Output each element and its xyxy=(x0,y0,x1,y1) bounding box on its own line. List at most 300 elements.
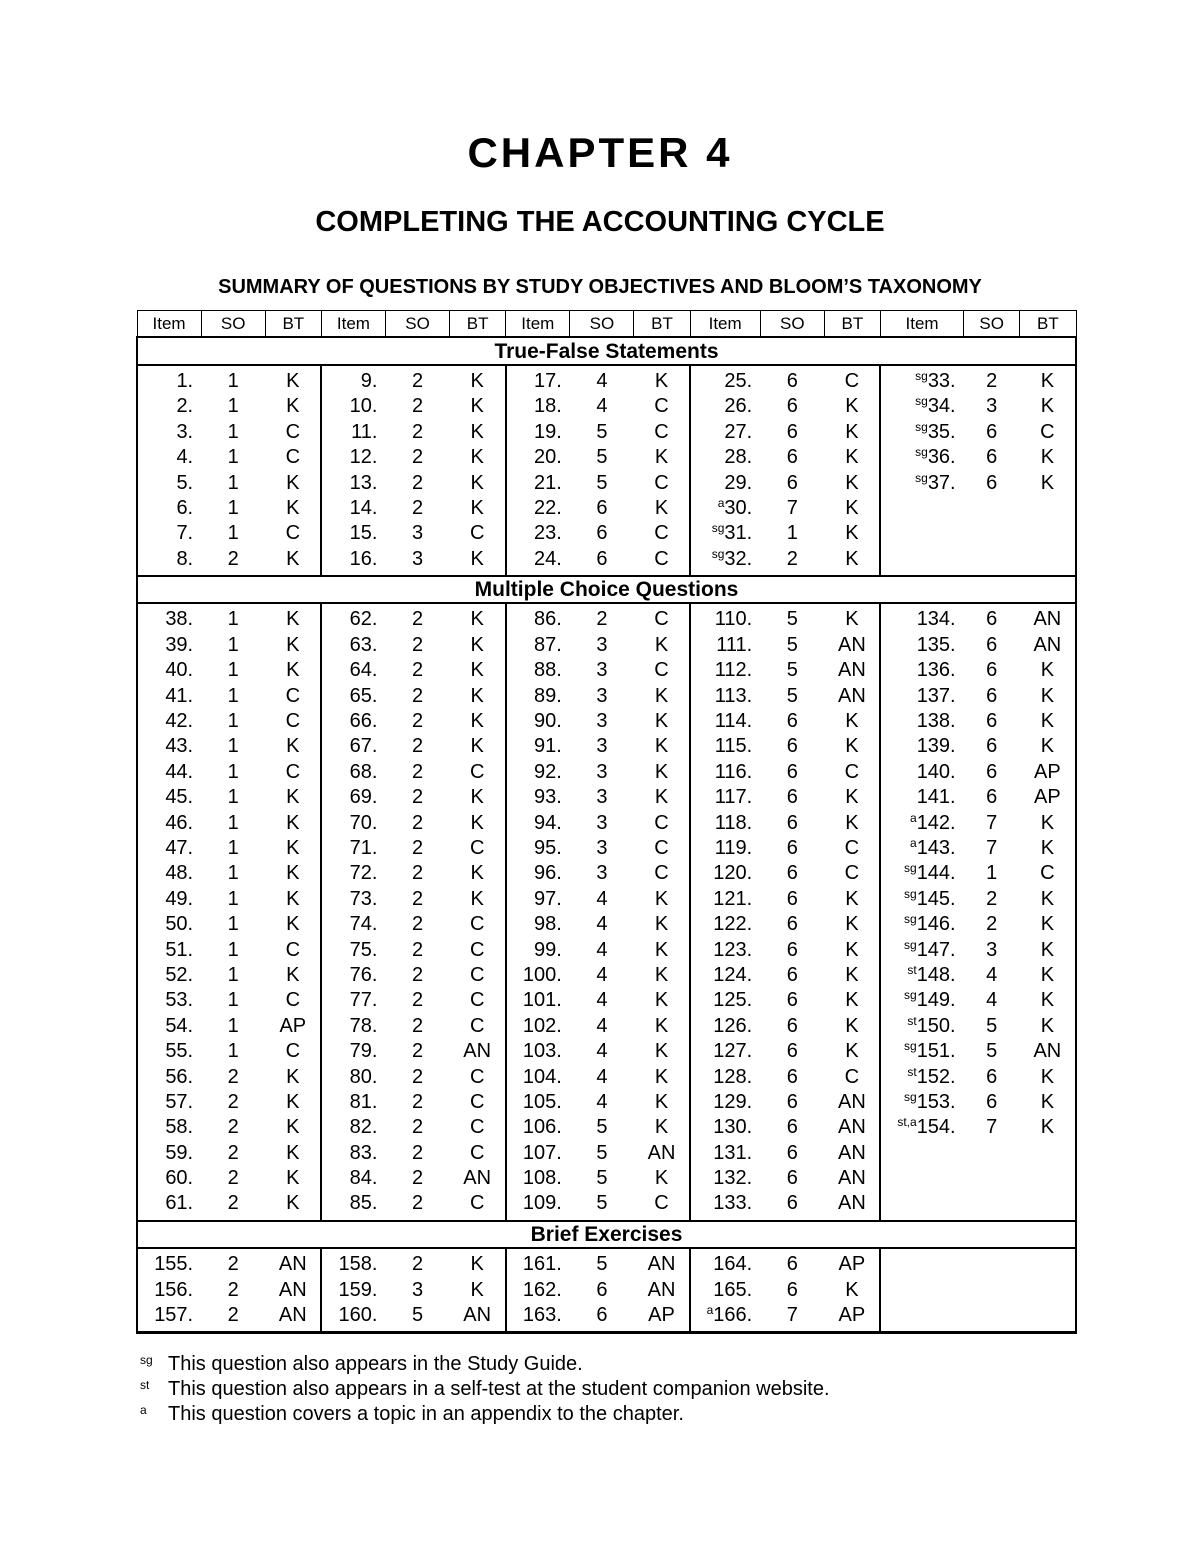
column-header-so: SO xyxy=(964,311,1020,338)
item-cell xyxy=(880,963,963,988)
item-number: 28. xyxy=(724,446,753,469)
footnote-mark: sg xyxy=(915,470,928,485)
item-number: 131. xyxy=(713,1141,753,1164)
bt-cell: C xyxy=(654,395,669,418)
item-cell xyxy=(506,709,570,734)
item-cell xyxy=(880,734,963,759)
bt-cell: K xyxy=(845,735,859,758)
item-number: 54. xyxy=(165,1014,194,1037)
so-cell: 1 xyxy=(227,395,239,418)
so-cell: 6 xyxy=(596,1278,608,1301)
item-number: 142. xyxy=(916,811,956,834)
item-cell xyxy=(690,836,760,861)
bt-cell: C xyxy=(844,760,860,783)
item-number: 163. xyxy=(522,1304,562,1327)
bt-cell: K xyxy=(1020,836,1076,861)
item-number: 86. xyxy=(534,608,562,631)
item-cell xyxy=(690,1090,760,1115)
item-number: 136. xyxy=(916,659,956,682)
bt-cell: K xyxy=(654,938,669,961)
item-cell xyxy=(690,1014,760,1039)
bt-cell: K xyxy=(845,496,859,519)
item-number: 111. xyxy=(716,633,753,656)
item-cell xyxy=(880,365,963,394)
bt-cell: C xyxy=(469,913,485,936)
item-cell xyxy=(506,988,570,1013)
bt-cell: K xyxy=(845,938,859,961)
item-number: 118. xyxy=(714,811,753,834)
so-cell: 3 xyxy=(596,837,608,859)
bt-cell: AP xyxy=(838,1253,866,1276)
item-cell xyxy=(880,1191,963,1220)
so-cell: 1 xyxy=(786,522,798,545)
item-number: 165. xyxy=(713,1278,753,1301)
so-cell: 5 xyxy=(786,608,798,631)
bt-cell: C xyxy=(844,862,860,885)
item-cell xyxy=(137,1191,201,1220)
bt-cell: C xyxy=(469,963,485,986)
so-cell: 2 xyxy=(227,1065,239,1088)
bt-cell: K xyxy=(845,887,859,910)
item-cell xyxy=(321,470,385,495)
item-number: 71. xyxy=(349,837,378,859)
bt-cell: AN xyxy=(647,1253,676,1276)
so-cell xyxy=(964,1303,1020,1333)
footnote-mark: a xyxy=(706,1303,714,1318)
item-cell xyxy=(690,394,760,419)
column-header-so: SO xyxy=(570,311,634,338)
item-cell xyxy=(321,445,385,470)
bt-cell: K xyxy=(470,420,484,443)
bt-cell: AN xyxy=(838,1090,866,1113)
item-number: 23. xyxy=(534,522,562,545)
bt-cell: K xyxy=(470,395,484,418)
footnote-mark: sg xyxy=(904,1089,917,1104)
item-number: 24. xyxy=(534,547,562,570)
so-cell: 3 xyxy=(596,735,608,758)
so-cell: 6 xyxy=(986,420,998,443)
item-number: 158. xyxy=(338,1253,378,1276)
item-cell xyxy=(690,810,760,835)
bt-cell: C xyxy=(285,1040,301,1063)
bt-cell: C xyxy=(285,989,301,1012)
so-cell: 4 xyxy=(596,369,608,392)
item-cell xyxy=(506,1014,570,1039)
item-number: 146. xyxy=(916,913,956,936)
item-cell xyxy=(137,988,201,1013)
item-cell xyxy=(880,633,963,658)
so-cell: 6 xyxy=(786,395,798,418)
bt-cell: K xyxy=(1020,470,1076,495)
so-cell: 1 xyxy=(227,887,239,910)
item-number: 34. xyxy=(927,395,956,418)
item-cell xyxy=(880,603,963,632)
column-header-bt: BT xyxy=(634,311,690,338)
footnote-mark: sg xyxy=(711,521,725,536)
so-cell: 2 xyxy=(986,913,998,936)
item-cell xyxy=(690,547,760,576)
column-header-item: Item xyxy=(137,311,201,338)
item-cell xyxy=(690,988,760,1013)
bt-cell: AN xyxy=(838,1116,866,1139)
item-number: 128. xyxy=(713,1065,753,1088)
bt-cell: C xyxy=(654,811,669,834)
so-cell: 2 xyxy=(227,1116,239,1139)
bt-cell: K xyxy=(470,547,484,570)
item-number: 80. xyxy=(349,1065,378,1088)
table-header-row xyxy=(137,311,1076,338)
item-cell xyxy=(321,633,385,658)
item-cell xyxy=(321,912,385,937)
item-number: 91. xyxy=(534,735,562,758)
item-number: 98. xyxy=(534,913,562,936)
item-number: 44. xyxy=(165,760,194,783)
item-cell xyxy=(880,394,963,419)
bt-cell: K xyxy=(286,887,300,910)
bt-cell: AN xyxy=(278,1278,307,1301)
item-number: 43. xyxy=(165,735,194,758)
item-cell xyxy=(880,1303,963,1333)
so-cell: 2 xyxy=(411,989,424,1012)
item-cell xyxy=(321,1191,385,1220)
item-number: 18. xyxy=(534,395,562,418)
item-cell xyxy=(880,988,963,1013)
item-cell xyxy=(321,963,385,988)
item-cell xyxy=(880,709,963,734)
so-cell: 3 xyxy=(596,760,608,783)
item-cell xyxy=(506,1303,570,1333)
bt-cell: K xyxy=(1020,1115,1076,1140)
item-cell xyxy=(690,1115,760,1140)
item-number: 107. xyxy=(522,1141,562,1164)
item-cell xyxy=(506,912,570,937)
bt-cell: AP xyxy=(1020,760,1076,785)
column-header-bt: BT xyxy=(265,311,321,338)
footnote-mark: st,a xyxy=(897,1115,917,1130)
column-header-bt: BT xyxy=(824,311,880,338)
so-cell: 1 xyxy=(227,471,239,494)
item-cell xyxy=(690,683,760,708)
item-cell xyxy=(137,420,201,445)
item-number: 89. xyxy=(534,684,562,707)
table-row xyxy=(137,683,1076,708)
so-cell: 4 xyxy=(596,913,608,936)
bt-cell: K xyxy=(286,1116,300,1139)
so-cell: 6 xyxy=(786,1014,798,1037)
so-cell: 1 xyxy=(227,659,239,682)
item-number: 161. xyxy=(522,1253,562,1276)
table-row xyxy=(137,603,1076,632)
so-cell: 6 xyxy=(786,1065,798,1088)
bt-cell xyxy=(1020,496,1076,521)
so-cell: 2 xyxy=(411,496,424,519)
so-cell: 2 xyxy=(411,862,424,885)
item-number: 132. xyxy=(713,1167,753,1190)
item-cell xyxy=(137,836,201,861)
so-cell: 1 xyxy=(227,1040,239,1063)
item-cell xyxy=(880,861,963,886)
item-cell xyxy=(506,1248,570,1277)
item-number: 164. xyxy=(713,1253,753,1276)
column-header-bt: BT xyxy=(1020,311,1076,338)
item-number: 139. xyxy=(916,735,956,758)
column-header-so: SO xyxy=(201,311,265,338)
bt-cell: K xyxy=(1020,445,1076,470)
bt-cell: K xyxy=(286,1065,300,1088)
bt-cell: K xyxy=(286,1141,300,1164)
item-cell xyxy=(321,1303,385,1333)
table-row xyxy=(137,912,1076,937)
so-cell: 6 xyxy=(786,1253,798,1276)
item-cell xyxy=(690,1141,760,1166)
so-cell: 6 xyxy=(786,369,798,392)
so-cell: 6 xyxy=(786,1090,798,1113)
so-cell: 2 xyxy=(411,735,424,758)
bt-cell: AP xyxy=(824,1303,880,1333)
section-title: Multiple Choice Questions xyxy=(137,576,1076,603)
so-cell: 2 xyxy=(227,1141,239,1164)
table-row xyxy=(137,1191,1076,1220)
column-header-item: Item xyxy=(690,311,760,338)
item-number: 87. xyxy=(534,633,562,656)
bt-cell: K xyxy=(1020,365,1076,394)
item-number: 40. xyxy=(165,659,194,682)
so-cell: 4 xyxy=(596,1090,608,1113)
item-cell xyxy=(137,496,201,521)
bt-cell: K xyxy=(286,1192,300,1215)
item-number: 108. xyxy=(522,1167,562,1190)
item-cell xyxy=(137,861,201,886)
bt-cell: K xyxy=(286,786,300,809)
item-number: 17. xyxy=(534,369,562,392)
so-cell: 6 xyxy=(986,760,998,783)
column-header-so: SO xyxy=(385,311,449,338)
so-cell: 2 xyxy=(411,1116,424,1139)
so-cell: 2 xyxy=(411,811,424,834)
item-cell xyxy=(137,1277,201,1302)
item-number: 13. xyxy=(349,471,378,494)
item-cell xyxy=(880,420,963,445)
item-cell xyxy=(321,836,385,861)
bt-cell: K xyxy=(654,684,669,707)
so-cell: 2 xyxy=(411,471,424,494)
bt-cell: C xyxy=(285,760,301,783)
item-number: 69. xyxy=(349,786,378,809)
so-cell: 6 xyxy=(986,786,998,809)
bt-cell: C xyxy=(654,420,669,443)
bt-cell: C xyxy=(285,938,301,961)
item-cell xyxy=(506,633,570,658)
item-cell xyxy=(321,988,385,1013)
bt-cell: K xyxy=(654,710,669,733)
item-number: 145. xyxy=(916,887,956,910)
bt-cell: C xyxy=(654,862,669,885)
item-cell xyxy=(321,1039,385,1064)
item-cell xyxy=(321,1166,385,1191)
so-cell: 2 xyxy=(786,547,798,570)
so-cell: 2 xyxy=(411,1014,424,1037)
item-cell xyxy=(137,633,201,658)
bt-cell: K xyxy=(654,760,669,783)
so-cell: 3 xyxy=(596,862,608,885)
item-cell xyxy=(880,683,963,708)
bt-cell: K xyxy=(845,471,859,494)
item-number: 92. xyxy=(534,760,562,783)
item-number: 114. xyxy=(714,710,753,733)
item-number: 150. xyxy=(916,1014,956,1037)
item-cell xyxy=(137,887,201,912)
item-cell xyxy=(321,861,385,886)
item-number: 96. xyxy=(534,862,562,885)
item-cell xyxy=(880,912,963,937)
item-number: 5. xyxy=(176,471,194,494)
item-number: 148. xyxy=(916,963,956,986)
footnote-text: This question covers a topic in an appendix to the chapter. xyxy=(168,1403,684,1425)
item-cell xyxy=(880,547,963,576)
item-cell xyxy=(321,1064,385,1089)
so-cell: 2 xyxy=(227,1090,239,1113)
item-cell xyxy=(321,1115,385,1140)
item-number: 12. xyxy=(349,446,378,469)
item-cell xyxy=(880,1064,963,1089)
so-cell: 5 xyxy=(596,1141,608,1164)
table-row xyxy=(137,1141,1076,1166)
bt-cell: C xyxy=(469,1014,485,1037)
item-number: 84. xyxy=(349,1167,378,1190)
bt-cell: K xyxy=(286,471,300,494)
so-cell xyxy=(964,496,1020,521)
item-number: 66. xyxy=(349,710,378,733)
item-cell xyxy=(880,1039,963,1064)
bt-cell: K xyxy=(286,1090,300,1113)
item-number: 110. xyxy=(714,608,753,631)
so-cell: 6 xyxy=(786,811,798,834)
item-cell xyxy=(690,963,760,988)
so-cell: 6 xyxy=(596,496,608,519)
bt-cell: C xyxy=(654,659,669,682)
item-number: 49. xyxy=(165,887,194,910)
bt-cell: K xyxy=(654,1040,669,1063)
footnote-mark: sg xyxy=(915,445,928,460)
bt-cell: K xyxy=(845,710,859,733)
item-number: 72. xyxy=(349,862,378,885)
table-row xyxy=(137,496,1076,521)
bt-cell: K xyxy=(1020,658,1076,683)
footnote-mark: a xyxy=(910,836,917,850)
bt-cell: C xyxy=(469,1090,485,1113)
section-title: Brief Exercises xyxy=(137,1221,1076,1248)
so-cell: 6 xyxy=(596,522,608,545)
so-cell: 2 xyxy=(411,1192,424,1215)
so-cell: 2 xyxy=(411,684,424,707)
bt-cell: K xyxy=(654,369,669,392)
item-cell xyxy=(880,496,963,521)
item-number: 156. xyxy=(154,1278,194,1301)
item-cell xyxy=(506,785,570,810)
item-number: 3. xyxy=(176,420,194,443)
so-cell: 5 xyxy=(986,1040,998,1063)
bt-cell: K xyxy=(286,913,300,936)
item-cell xyxy=(690,1303,760,1333)
item-cell xyxy=(137,521,201,546)
so-cell: 5 xyxy=(385,1303,449,1333)
bt-cell: AN xyxy=(265,1303,321,1333)
so-cell: 2 xyxy=(411,608,424,631)
column-header-item: Item xyxy=(506,311,570,338)
item-number: 94. xyxy=(534,811,562,834)
so-cell: 3 xyxy=(596,710,608,733)
bt-cell: K xyxy=(286,608,300,631)
bt-cell: C xyxy=(654,837,669,859)
item-number: 29. xyxy=(724,471,753,494)
table-row xyxy=(137,1248,1076,1277)
so-cell: 7 xyxy=(986,1116,998,1139)
item-number: 102. xyxy=(522,1014,562,1037)
footnote-mark: sg xyxy=(904,937,917,952)
so-cell: 1 xyxy=(227,369,239,392)
so-cell: 6 xyxy=(786,938,798,961)
item-cell xyxy=(690,658,760,683)
bt-cell: K xyxy=(845,1014,859,1037)
bt-cell: C xyxy=(469,989,485,1012)
item-cell xyxy=(690,1277,760,1302)
item-number: 9. xyxy=(360,369,378,392)
bt-cell: K xyxy=(1020,394,1076,419)
bt-cell: AN xyxy=(838,633,866,656)
table-row xyxy=(137,887,1076,912)
item-cell xyxy=(880,521,963,546)
item-number: 149. xyxy=(916,989,956,1012)
item-cell xyxy=(506,760,570,785)
item-cell xyxy=(321,887,385,912)
item-cell xyxy=(506,683,570,708)
item-number: 138. xyxy=(916,710,956,733)
item-cell xyxy=(137,810,201,835)
item-number: 121. xyxy=(713,887,753,910)
table-row xyxy=(137,988,1076,1013)
item-cell xyxy=(321,547,385,576)
item-number: 157. xyxy=(154,1304,194,1327)
item-cell xyxy=(137,963,201,988)
bt-cell: K xyxy=(286,1167,300,1190)
bt-cell: K xyxy=(286,735,300,758)
bt-cell: C xyxy=(469,1065,485,1088)
so-cell: 2 xyxy=(411,1040,424,1063)
item-cell xyxy=(506,521,570,546)
item-cell xyxy=(506,836,570,861)
footnote-mark: sg xyxy=(915,368,928,383)
footnote-mark: st xyxy=(140,1378,150,1392)
so-cell: 2 xyxy=(227,1278,239,1301)
so-cell: 5 xyxy=(596,1116,608,1139)
item-cell xyxy=(137,912,201,937)
so-cell: 7 xyxy=(760,1303,824,1333)
bt-cell: K xyxy=(470,1253,484,1276)
bt-cell: C xyxy=(285,446,301,469)
so-cell: 6 xyxy=(986,710,998,733)
item-cell xyxy=(321,785,385,810)
bt-cell: K xyxy=(654,1014,669,1037)
item-cell xyxy=(321,1277,385,1302)
item-number: 59. xyxy=(165,1141,194,1164)
bt-cell: K xyxy=(286,862,300,885)
item-number: 152. xyxy=(916,1065,956,1088)
item-cell xyxy=(690,365,760,394)
bt-cell: K xyxy=(845,786,859,809)
bt-cell: C xyxy=(844,837,860,859)
table-row xyxy=(137,547,1076,576)
item-cell xyxy=(506,365,570,394)
